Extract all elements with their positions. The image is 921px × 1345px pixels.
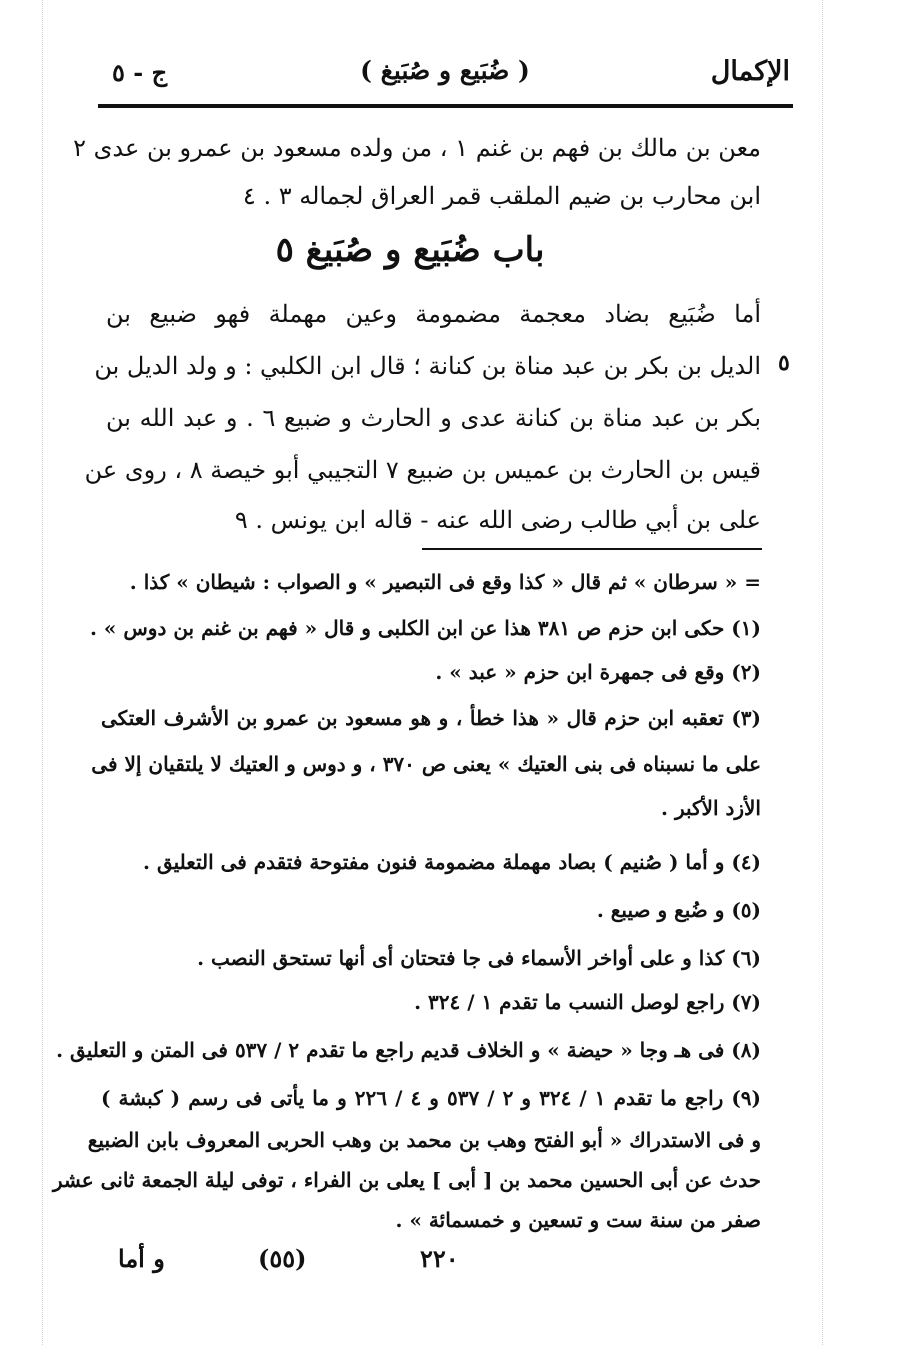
catchword: و أما — [118, 1244, 165, 1273]
page-header — [100, 52, 790, 100]
volume-label: ج - ٥ — [112, 58, 168, 87]
footnote-3-line-3: الأزد الأكبر . — [661, 796, 761, 820]
footnote-8: (٨) فى هـ وجا « حيضة » و الخلاف قديم راجع ما تقدم ٢ / ٥٣٧ فى المتن و التعليق . — [56, 1038, 761, 1062]
footnote-3-line-2: على ما نسبناه فى بنى العتيك » يعنى ص ٣٧٠ ، و دوس و العتيك لا يلتقيان إلا فى — [91, 752, 761, 776]
section-line-3: بكر بن عبد مناة بن كنانة عدى و الحارث و ضبيع ٦ . و عبد الله بن — [106, 404, 761, 432]
footnote-3-line-1: (٣) تعقبه ابن حزم قال « هذا خطأ ، و هو مسعود بن عمرو بن الأشرف العتكى — [101, 706, 761, 730]
body-line-1: معن بن مالك بن فهم بن غنم ١ ، من ولده مسعود بن عمرو بن عدى ٢ — [73, 134, 761, 162]
section-line-4: قيس بن الحارث بن عميس بن ضبيع ٧ التجيبي أبو خيصة ٨ ، روى عن — [84, 456, 761, 484]
footnote-1: (١) حكى ابن حزم ص ٣٨١ هذا عن ابن الكلبى و قال « فهم بن غنم بن دوس » . — [90, 616, 761, 640]
chapter-title: ( ضُبَيع و صُبَيغ ) — [360, 56, 530, 85]
footnote-5: (٥) و ضُبع و صيبع . — [596, 898, 761, 922]
section-line-5: على بن أبي طالب رضى الله عنه - قاله ابن يونس . ٩ — [234, 506, 761, 534]
page-number: ٢٢٠ — [420, 1244, 459, 1273]
header-rule — [98, 104, 793, 108]
footnote-4: (٤) و أما ( صُنيم ) بصاد مهملة مضمومة فنون مفتوحة فتقدم فى التعليق . — [143, 850, 761, 874]
scan-guide-left — [42, 0, 43, 1345]
footnote-9-line-3: حدث عن أبى الحسين محمد بن [ أبى ] يعلى بن الفراء ، توفى ليلة الجمعة ثانى عشر — [52, 1168, 761, 1192]
footnote-9-line-4: صفر من سنة ست و تسعين و خمسمائة » . — [395, 1208, 761, 1232]
footnote-7: (٧) راجع لوصل النسب ما تقدم ١ / ٣٢٤ . — [414, 990, 761, 1014]
section-title: باب ضُبَيع و صُبَيغ ٥ — [275, 230, 545, 270]
footnote-separator — [422, 548, 762, 550]
footnote-continuation: = « سرطان » ثم قال « كذا وقع فى التبصير » و الصواب : شيطان » كذا . — [129, 570, 761, 594]
footnote-2: (٢) وقع فى جمهرة ابن حزم « عبد » . — [435, 660, 761, 684]
book-title: الإكمال — [710, 56, 790, 87]
line-number: ٥ — [778, 350, 790, 376]
section-line-2: الديل بن بكر بن عبد مناة بن كنانة ؛ قال ابن الكلبي : و ولد الديل بن — [94, 352, 761, 380]
footnote-9-line-1: (٩) راجع ما تقدم ١ / ٣٢٤ و ٢ / ٥٣٧ و ٤ / ٢٢٦ و ما يأتى فى رسم ( كبشة ) — [101, 1086, 762, 1110]
footnote-6: (٦) كذا و على أواخر الأسماء فى جا فتحتان أى أنها تستحق النصب . — [197, 946, 761, 970]
section-line-1: أما ضُبَيع بضاد معجمة مضمومة وعين مهملة فهو ضبيع بن — [106, 300, 761, 328]
bracket-number: (٥٥) — [258, 1244, 307, 1273]
scan-guide-right — [822, 0, 823, 1345]
body-line-2: ابن محارب بن ضيم الملقب قمر العراق لجماله ٣ . ٤ — [242, 182, 761, 210]
footnote-9-line-2: و فى الاستدراك « أبو الفتح وهب بن محمد بن وهب الحربى المعروف بابن الضبيع — [87, 1128, 761, 1152]
